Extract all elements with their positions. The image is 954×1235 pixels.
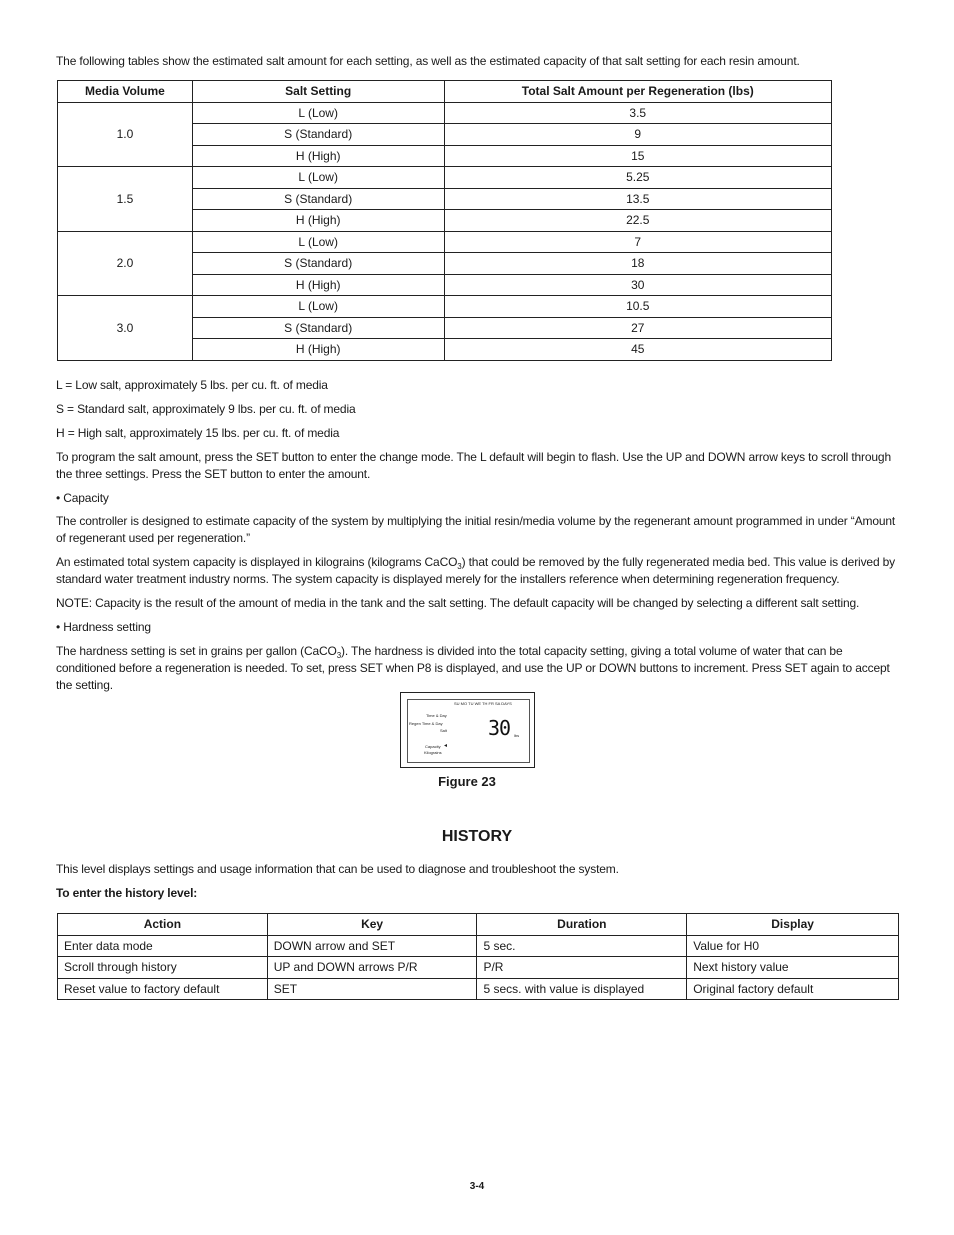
salt-amount-cell: 7 (444, 231, 831, 253)
header-salt-setting: Salt Setting (192, 81, 444, 103)
subscript-3: 3 (457, 562, 462, 571)
header-display: Display (687, 914, 899, 936)
key-cell: SET (267, 978, 477, 1000)
lcd-indicator-icon: ◂ (444, 743, 448, 749)
lcd-label-salt: Salt (440, 728, 447, 733)
table-row (58, 231, 832, 253)
action-cell: Reset value to factory default (58, 978, 268, 1000)
header-action: Action (58, 914, 268, 936)
media-volume-cell: 2.0 (58, 231, 193, 296)
media-volume-cell: 1.0 (58, 102, 193, 167)
salt-setting-cell: S (Standard) (192, 188, 444, 210)
hardness-paragraph (56, 643, 900, 694)
table-row (58, 957, 899, 979)
table-row (58, 296, 832, 318)
header-total-salt: Total Salt Amount per Regeneration (lbs) (444, 81, 831, 103)
table-row (58, 167, 832, 189)
salt-setting-cell: H (High) (192, 145, 444, 167)
capacity-note: NOTE: Capacity is the result of the amount of media in the tank and the salt setting. The default capacity will be changed by selecting a different salt setting. (56, 596, 860, 610)
salt-setting-cell: L (Low) (192, 231, 444, 253)
salt-setting-cell: H (High) (192, 210, 444, 232)
history-description: This level displays settings and usage information that can be used to diagnose and troubleshoot the system. (56, 862, 619, 876)
salt-amount-cell: 15 (444, 145, 831, 167)
salt-setting-cell: S (Standard) (192, 317, 444, 339)
salt-amount-cell: 22.5 (444, 210, 831, 232)
display-cell: Next history value (687, 957, 899, 979)
display-cell: Original factory default (687, 978, 899, 1000)
salt-amount-cell: 10.5 (444, 296, 831, 318)
lcd-days-row: SU MO TU WE TH FR SA DAYS (454, 701, 512, 706)
salt-amount-cell: 3.5 (444, 102, 831, 124)
salt-setting-cell: H (High) (192, 339, 444, 361)
table-row (58, 935, 899, 957)
key-cell: DOWN arrow and SET (267, 935, 477, 957)
lcd-unit: lbs (514, 733, 520, 738)
display-cell: Value for H0 (687, 935, 899, 957)
salt-amount-cell: 9 (444, 124, 831, 146)
history-table (57, 913, 899, 1000)
salt-amount-cell: 45 (444, 339, 831, 361)
capacity-description: The controller is designed to estimate capacity of the system by multiplying the initial resin/media volume by the regenerant amount programmed in under “Amount of regenerant used per regeneration.” (56, 514, 896, 545)
capacity-bullet: • Capacity (56, 491, 109, 505)
lcd-screen (407, 699, 530, 763)
subscript-3: 3 (336, 651, 342, 660)
key-cell: UP and DOWN arrows P/R (267, 957, 477, 979)
salt-amount-cell: 27 (444, 317, 831, 339)
salt-table (57, 80, 832, 361)
hardness-text-b: ). The hardness is divided into the total capacity setting, giving a total volume of water that can be conditioned before a regeneration is needed. To set, press SET when P8 is displayed, and use the UP or DOWN buttons to increment. Press SET again to accept the setting. (56, 644, 890, 692)
salt-setting-cell: H (High) (192, 274, 444, 296)
duration-cell: 5 secs. with value is displayed (477, 978, 687, 1000)
action-cell: Scroll through history (58, 957, 268, 979)
header-key: Key (267, 914, 477, 936)
header-media-volume: Media Volume (58, 81, 193, 103)
media-volume-cell: 3.0 (58, 296, 193, 361)
note-standard-salt: S = Standard salt, approximately 9 lbs. per cu. ft. of media (56, 402, 356, 416)
salt-amount-cell: 5.25 (444, 167, 831, 189)
lcd-value: 30 (488, 716, 511, 740)
figure-caption: Figure 23 (438, 774, 496, 789)
salt-setting-cell: S (Standard) (192, 124, 444, 146)
hardness-bullet: • Hardness setting (56, 620, 151, 634)
capacity-estimate-paragraph (56, 554, 900, 588)
lcd-label-kilograins: Kilograins (424, 750, 442, 755)
program-salt-paragraph: To program the salt amount, press the SET button to enter the change mode. The L default will begin to flash. Use the UP and DOWN arrow keys to scroll through the three settings. Press the SET button to enter the amount. (56, 450, 891, 481)
history-enter-label: To enter the history level: (56, 886, 198, 900)
table-row (58, 978, 899, 1000)
header-duration: Duration (477, 914, 687, 936)
capacity-estimate-text-a: An estimated total system capacity is displayed in kilograins (kilograms CaCO (56, 555, 458, 569)
capacity-estimate-text-b: ) that could be removed by the fully regenerated media bed. This value is derived by standard water treatment industry norms. The system capacity is displayed merely for the installers reference when determining regeneration frequency. (56, 555, 896, 586)
intro-paragraph: The following tables show the estimated salt amount for each setting, as well as the estimated capacity of that salt setting for each resin amount. (56, 54, 800, 68)
lcd-label-regen: Regen Time & Day (409, 721, 443, 726)
lcd-label-capacity: Capacity (425, 744, 441, 749)
salt-setting-cell: S (Standard) (192, 253, 444, 275)
action-cell: Enter data mode (58, 935, 268, 957)
salt-setting-cell: L (Low) (192, 102, 444, 124)
duration-cell: 5 sec. (477, 935, 687, 957)
salt-setting-cell: L (Low) (192, 296, 444, 318)
salt-amount-cell: 13.5 (444, 188, 831, 210)
media-volume-cell: 1.5 (58, 167, 193, 232)
history-heading: HISTORY (441, 828, 513, 845)
duration-cell: P/R (477, 957, 687, 979)
figure-23-display (400, 692, 535, 768)
salt-setting-cell: L (Low) (192, 167, 444, 189)
page-number: 3-4 (469, 1181, 485, 1192)
salt-amount-cell: 18 (444, 253, 831, 275)
note-high-salt: H = High salt, approximately 15 lbs. per cu. ft. of media (56, 426, 340, 440)
salt-amount-cell: 30 (444, 274, 831, 296)
hardness-text-a: The hardness setting is set in grains per gallon (CaCO (56, 644, 337, 658)
note-low-salt: L = Low salt, approximately 5 lbs. per cu. ft. of media (56, 378, 328, 392)
lcd-label-time: Time & Day (426, 713, 447, 718)
table-row (58, 102, 832, 124)
